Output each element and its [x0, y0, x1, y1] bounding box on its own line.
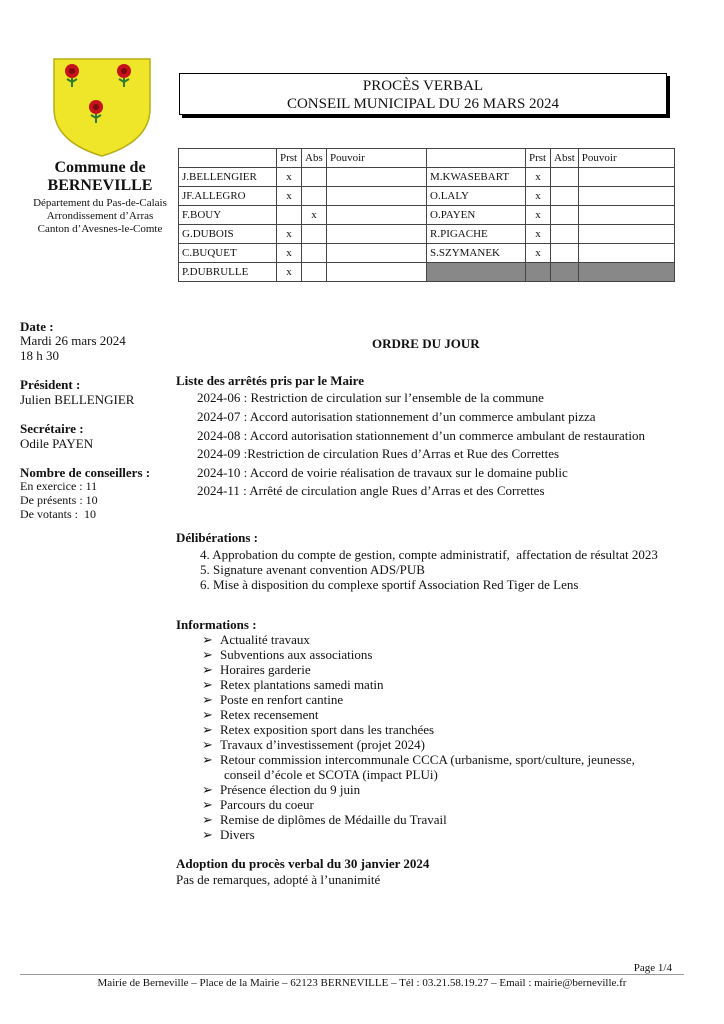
list-item: ➢ Retour commission intercommunale CCCA (urbanisme, sport/culture, jeunesse,: [202, 752, 635, 767]
arrondissement: Arrondissement d’Arras: [46, 210, 154, 222]
arrow-bullet-icon: ➢: [202, 827, 213, 842]
document-subtitle: CONSEIL MUNICIPAL DU 26 MARS 2024: [286, 96, 560, 112]
absent-mark: [551, 225, 579, 244]
title-box: [179, 73, 667, 115]
list-item: ➢ Actualité travaux: [202, 632, 310, 647]
conseillers-label: Nombre de conseillers :: [20, 465, 151, 480]
attendance-table: [178, 148, 675, 282]
coat-of-arms-icon: [52, 57, 152, 157]
pouvoir-cell: [327, 187, 427, 206]
table-row: [179, 168, 675, 187]
absent-mark: [551, 168, 579, 187]
pouvoir-cell: [327, 263, 427, 282]
departement: Département du Pas-de-Calais: [33, 197, 167, 209]
pouvoir-cell: [327, 206, 427, 225]
agenda-title: ORDRE DU JOUR: [372, 336, 480, 351]
col-header: Prst: [526, 149, 551, 168]
footer-address: Mairie de Berneville – Place de la Mairie – 62123 BERNEVILLE – Tél : 03.21.58.19.27 – Email : mairie@berneville.fr: [97, 977, 627, 989]
president-label: Président :: [20, 377, 81, 392]
date-label: Date :: [20, 319, 54, 334]
en-exercice: En exercice : 11: [20, 479, 98, 493]
list-item: ➢ Parcours du coeur: [202, 797, 314, 812]
member-name: O.PAYEN: [427, 206, 526, 225]
arrow-bullet-icon: ➢: [202, 632, 213, 647]
absent-mark: [551, 187, 579, 206]
arrow-bullet-icon: ➢: [202, 722, 213, 737]
absent-mark: [302, 244, 327, 263]
absent-mark: [551, 206, 579, 225]
absent-mark: [551, 244, 579, 263]
col-header: Abst: [551, 149, 579, 168]
adoption-heading: Adoption du procès verbal du 30 janvier 2024: [176, 856, 430, 871]
arrete-item: 2024-06 : Restriction de circulation sur l’ensemble de la commune: [197, 390, 544, 405]
member-name: M.KWASEBART: [427, 168, 526, 187]
adoption-text: Pas de remarques, adopté à l’unanimité: [176, 872, 381, 887]
present-mark: x: [277, 263, 302, 282]
informations-heading: Informations :: [176, 617, 257, 632]
pouvoir-cell: [327, 225, 427, 244]
col-header: Pouvoir: [327, 149, 427, 168]
arrete-item: 2024-07 : Accord autorisation stationnement d’un commerce ambulant pizza: [197, 409, 596, 424]
deliberation-item: 4. Approbation du compte de gestion, compte administratif, affectation de résultat 2023: [200, 547, 658, 562]
member-name: JF.ALLEGRO: [179, 187, 277, 206]
table-row: [179, 225, 675, 244]
list-item: ➢ Présence élection du 9 juin: [202, 782, 361, 797]
present-mark: x: [526, 206, 551, 225]
present-mark: x: [526, 187, 551, 206]
deliberations-heading: Délibérations :: [176, 530, 258, 545]
arrow-bullet-icon: ➢: [202, 797, 213, 812]
time-value: 18 h 30: [20, 348, 59, 363]
list-item: ➢ Travaux d’investissement (projet 2024): [202, 737, 425, 752]
list-item: ➢ Horaires garderie: [202, 662, 311, 677]
deliberation-item: 6. Mise à disposition du complexe sportif Association Red Tiger de Lens: [200, 577, 579, 592]
list-item: ➢ Retex recensement: [202, 707, 319, 722]
present-mark: x: [277, 187, 302, 206]
col-header: Pouvoir: [578, 149, 674, 168]
arrow-bullet-icon: ➢: [202, 737, 213, 752]
table-row: [179, 244, 675, 263]
table-row: [179, 206, 675, 225]
present-mark: [277, 206, 302, 225]
secretaire-label: Secrétaire :: [20, 421, 84, 436]
list-item: ➢ Retex plantations samedi matin: [202, 677, 384, 692]
empty-cell: [578, 263, 674, 282]
present-mark: x: [277, 244, 302, 263]
empty-cell: [526, 263, 551, 282]
date-value: Mardi 26 mars 2024: [20, 333, 126, 348]
member-name: F.BOUY: [179, 206, 277, 225]
pouvoir-cell: [327, 168, 427, 187]
absent-mark: [302, 263, 327, 282]
present-mark: x: [277, 225, 302, 244]
list-item: ➢ Subventions aux associations: [202, 647, 373, 662]
arretes-heading: Liste des arrêtés pris par le Maire: [176, 373, 364, 388]
arrete-item: 2024-09 :Restriction de circulation Rues d’Arras et Rue des Correttes: [197, 446, 560, 461]
arrete-item: 2024-10 : Accord de voirie réalisation de travaux sur le domaine public: [197, 465, 568, 480]
arrow-bullet-icon: ➢: [202, 662, 213, 677]
pouvoir-cell: [327, 244, 427, 263]
arrete-item: 2024-11 : Arrêté de circulation angle Rues d’Arras et des Correttes: [197, 483, 545, 498]
absent-mark: [302, 187, 327, 206]
table-row: [179, 263, 675, 282]
arrow-bullet-icon: ➢: [202, 647, 213, 662]
col-header: Abs: [302, 149, 327, 168]
arrow-bullet-icon: ➢: [202, 752, 213, 767]
canton: Canton d’Avesnes-le-Comte: [37, 223, 163, 235]
secretaire-value: Odile PAYEN: [20, 436, 94, 451]
present-mark: x: [277, 168, 302, 187]
commune-label: Commune de: [54, 159, 146, 176]
pouvoir-cell: [578, 168, 674, 187]
arrow-bullet-icon: ➢: [202, 707, 213, 722]
table-header-row: [179, 149, 675, 168]
absent-mark: [302, 168, 327, 187]
absent-mark: x: [302, 206, 327, 225]
pouvoir-cell: [578, 206, 674, 225]
list-item: ➢ Divers: [202, 827, 255, 842]
table-row: [179, 187, 675, 206]
list-item-continuation: conseil d’école et SCOTA (impact PLUi): [224, 767, 438, 782]
pouvoir-cell: [578, 244, 674, 263]
empty-cell: [551, 263, 579, 282]
pouvoir-cell: [578, 225, 674, 244]
deliberation-item: 5. Signature avenant convention ADS/PUB: [200, 562, 425, 577]
member-name: G.DUBOIS: [179, 225, 277, 244]
arrow-bullet-icon: ➢: [202, 692, 213, 707]
present-mark: x: [526, 244, 551, 263]
document-title: PROCÈS VERBAL: [362, 78, 484, 94]
member-name: O.LALY: [427, 187, 526, 206]
member-name: C.BUQUET: [179, 244, 277, 263]
presents-count: De présents : 10: [20, 493, 98, 507]
col-header: Prst: [277, 149, 302, 168]
list-item: ➢ Poste en renfort cantine: [202, 692, 344, 707]
absent-mark: [302, 225, 327, 244]
arrete-item: 2024-08 : Accord autorisation stationnement d’un commerce ambulant de restauration: [197, 428, 646, 443]
empty-cell: [427, 263, 526, 282]
member-name: R.PIGACHE: [427, 225, 526, 244]
member-name: P.DUBRULLE: [179, 263, 277, 282]
list-item: ➢ Remise de diplômes de Médaille du Travail: [202, 812, 447, 827]
footer-divider: [20, 974, 684, 975]
arrow-bullet-icon: ➢: [202, 812, 213, 827]
member-name: S.SZYMANEK: [427, 244, 526, 263]
votants-count: De votants : 10: [20, 507, 96, 521]
present-mark: x: [526, 225, 551, 244]
president-value: Julien BELLENGIER: [20, 392, 135, 407]
present-mark: x: [526, 168, 551, 187]
member-name: J.BELLENGIER: [179, 168, 277, 187]
pouvoir-cell: [578, 187, 674, 206]
arrow-bullet-icon: ➢: [202, 782, 213, 797]
commune-name: BERNEVILLE: [47, 177, 153, 194]
list-item: ➢ Retex exposition sport dans les tranchées: [202, 722, 435, 737]
page-number: Page 1/4: [633, 962, 672, 974]
arrow-bullet-icon: ➢: [202, 677, 213, 692]
